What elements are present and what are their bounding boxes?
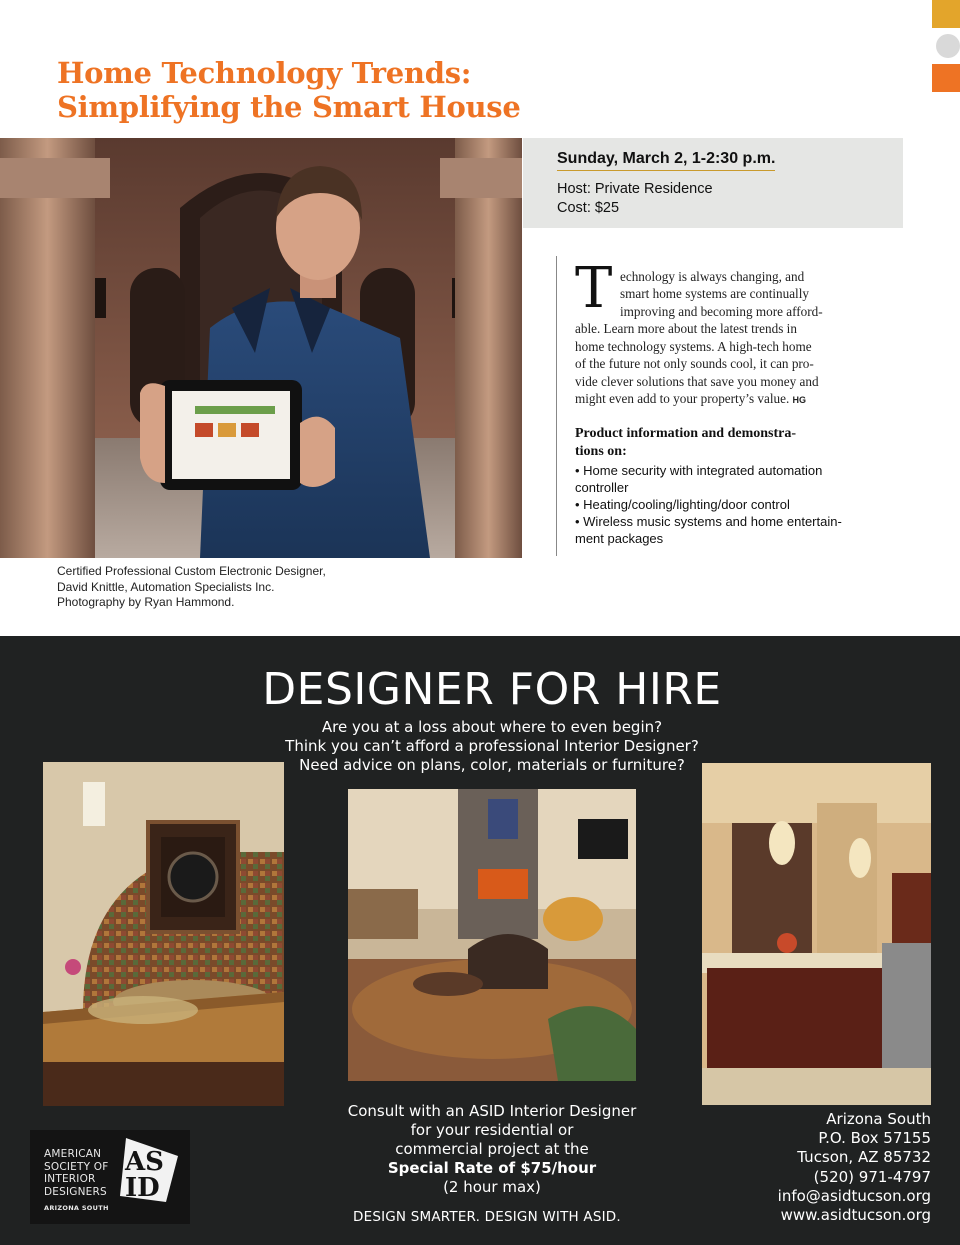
- list-item-line-2: controller: [575, 480, 629, 495]
- question-line-1: Are you at a loss about where to even begin?: [321, 718, 663, 736]
- ad-tagline: DESIGN SMARTER. DESIGN WITH ASID.: [353, 1209, 621, 1225]
- question-line-3: Need advice on plans, color, materials or furniture?: [299, 756, 685, 774]
- consult-line-2: for your residential or: [410, 1121, 574, 1139]
- list-item-line-1: • Home security with integrated automation: [575, 463, 823, 478]
- circle-icon: [936, 34, 960, 58]
- caption-line-1: Certified Professional Custom Electronic Designer,: [57, 564, 326, 578]
- designer-photo: [0, 138, 522, 558]
- website-url: www.asidtucson.org: [780, 1206, 931, 1225]
- body-line-5: home technology systems. A high-tech home: [575, 339, 812, 354]
- body-line-8: [575, 390, 806, 409]
- body-line-2: smart home systems are continually: [620, 286, 809, 301]
- logo-subtitle: ARIZONA SOUTH: [44, 1204, 109, 1212]
- body-line-7: vide clever solutions that save you money and: [575, 374, 819, 389]
- caption-line-2: David Knittle, Automation Specialists Inc.: [57, 579, 275, 594]
- headline-line-1: Home Technology Trends:: [57, 56, 472, 90]
- body-line-8-text: might even add to your property’s value.: [575, 391, 790, 406]
- list-item-line-1: • Wireless music systems and home entertain-: [575, 514, 842, 529]
- list-item-line-2: ment packages: [575, 531, 664, 546]
- body-line-3: improving and becoming more afford-: [620, 304, 823, 319]
- address-line-2: P.O. Box 57155: [818, 1129, 931, 1148]
- asid-logo-mark-icon: [116, 1136, 184, 1208]
- logo-line-4: DESIGNERS: [44, 1185, 107, 1198]
- bathroom-photo: [43, 762, 284, 1106]
- asid-logo: [30, 1130, 190, 1224]
- corner-tab-gold: [932, 0, 960, 28]
- product-list: [575, 462, 875, 547]
- logo-line-3: INTERIOR: [44, 1173, 96, 1185]
- body-line-1: echnology is always changing, and: [620, 269, 805, 284]
- drop-cap: T: [575, 256, 613, 321]
- svg-text:AS: AS: [125, 1147, 164, 1177]
- product-heading-line-2: tions on:: [575, 444, 627, 459]
- logo-line-1: AMERICAN: [44, 1148, 102, 1160]
- question-line-2: Think you can’t afford a professional Interior Designer?: [285, 737, 699, 755]
- svg-text:ID: ID: [125, 1173, 160, 1203]
- email-address: info@asidtucson.org: [777, 1186, 931, 1205]
- logo-line-2: SOCIETY OF: [44, 1160, 109, 1173]
- list-item-line-1: • Heating/cooling/lighting/door control: [575, 497, 790, 512]
- body-line-6: of the future not only sounds cool, it can pro-: [575, 356, 814, 371]
- special-rate: Special Rate of $75/hour: [387, 1159, 597, 1177]
- event-cost: Cost: $25: [557, 200, 620, 216]
- living-room-photo: [348, 789, 636, 1081]
- consult-line-1: Consult with an ASID Interior Designer: [347, 1102, 637, 1120]
- address-line-1: Arizona South: [826, 1110, 931, 1128]
- corner-tab-orange: [932, 64, 960, 92]
- event-host: Host: Private Residence: [557, 181, 713, 197]
- address-line-3: Tucson, AZ 85732: [797, 1148, 931, 1167]
- body-line-4: able. Learn more about the latest trends in: [575, 321, 797, 336]
- logo-text: [44, 1148, 108, 1198]
- headline-line-2: Simplifying the Smart House: [57, 90, 521, 124]
- caption-line-3: Photography by Ryan Hammond.: [57, 595, 235, 609]
- consult-line-3: commercial project at the: [395, 1140, 589, 1158]
- photo-caption: [57, 564, 326, 611]
- contact-address: [778, 1110, 931, 1225]
- asid-advertisement: [0, 636, 960, 1245]
- list-item: [575, 513, 875, 547]
- product-heading-line-1: Product information and demonstra-: [575, 426, 797, 441]
- article-headline: [57, 56, 657, 124]
- signature-mark: HG: [792, 395, 807, 405]
- max-note: (2 hour max): [443, 1178, 541, 1196]
- product-heading: [575, 425, 865, 461]
- column-divider: [556, 256, 557, 556]
- list-item: [575, 462, 875, 496]
- kitchen-photo: [702, 763, 931, 1105]
- corner-tab-circle: [932, 30, 960, 62]
- ad-title: DESIGNER FOR HIRE: [262, 664, 722, 715]
- phone-number: (520) 971-4797: [813, 1167, 931, 1186]
- list-item: [575, 496, 875, 513]
- consult-text: [330, 1102, 654, 1197]
- event-date: Sunday, March 2, 1-2:30 p.m.: [557, 150, 775, 171]
